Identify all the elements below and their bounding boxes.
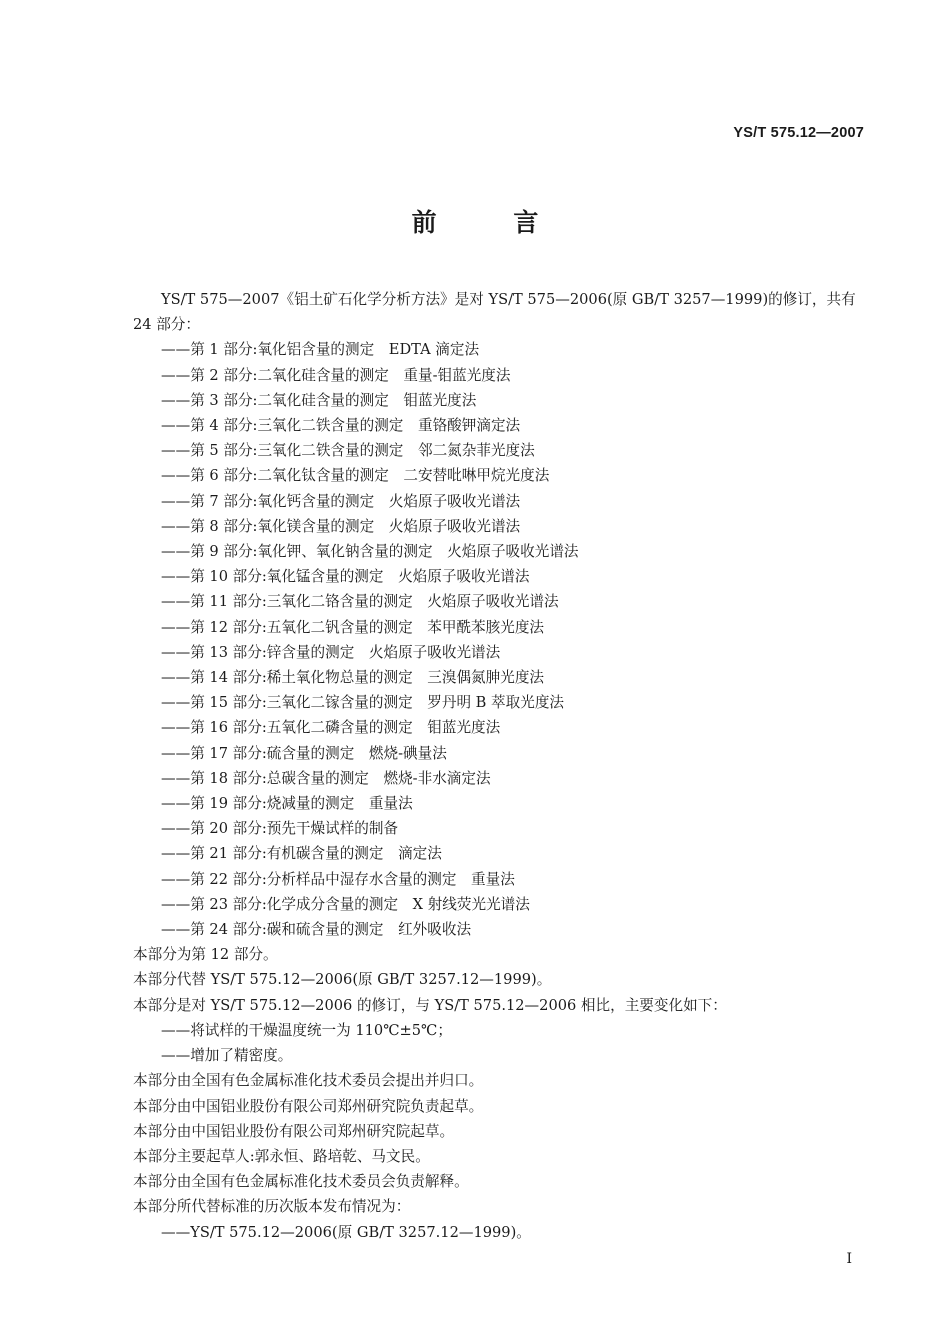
list-item: ——第 22 部分:分析样品中湿存水含量的测定 重量法 [161,870,515,888]
list-item: ——第 18 部分:总碳含量的测定 燃烧-非水滴定法 [161,769,491,787]
list-item: ——第 17 部分:硫含量的测定 燃烧-碘量法 [161,744,447,762]
standard-code: YS/T 575.12—2007 [733,125,864,141]
list-item: ——第 3 部分:二氧化硅含量的测定 钼蓝光度法 [161,391,477,409]
parts-list [133,337,865,942]
list-item: ——第 8 部分:氧化镁含量的测定 火焰原子吸收光谱法 [161,517,521,535]
replaces-statement: 本部分代替 YS/T 575.12—2006(原 GB/T 3257.12—1999)。 [133,971,552,989]
list-item: ——第 13 部分:锌含量的测定 火焰原子吸收光谱法 [161,643,501,661]
interpretation-statement: 本部分由全国有色金属标准化技术委员会负责解释。 [133,1173,469,1191]
list-item: ——第 15 部分:三氧化二镓含量的测定 罗丹明 B 萃取光度法 [161,694,565,712]
list-item: ——第 19 部分:烧减量的测定 重量法 [161,795,413,813]
intro-paragraph: YS/T 575—2007《铝土矿石化学分析方法》是对 YS/T 575—2006(原 GB/T 3257—1999)的修订，共有 24 部分： [133,291,856,334]
page-number: I [846,1251,852,1267]
list-item: ——第 20 部分:预先干燥试样的制备 [161,820,399,838]
history-item: ——YS/T 575.12—2006(原 GB/T 3257.12—1999)。 [161,1223,531,1241]
list-item: ——第 24 部分:碳和硫含量的测定 红外吸收法 [161,921,472,939]
drafted-responsible-statement: 本部分由中国铝业股份有限公司郑州研究院负责起草。 [133,1097,484,1115]
history-intro-statement: 本部分所代替标准的历次版本发布情况为： [133,1198,411,1216]
list-item: ——第 5 部分:三氧化二铁含量的测定 邻二氮杂菲光度法 [161,442,535,460]
drafted-by-statement: 本部分由中国铝业股份有限公司郑州研究院起草。 [133,1122,455,1140]
list-item: ——第 2 部分:二氧化硅含量的测定 重量-钼蓝光度法 [161,366,511,384]
foreword-content [133,287,865,1245]
change-item: ——增加了精密度。 [161,1047,293,1065]
list-item: ——第 21 部分:有机碳含量的测定 滴定法 [161,845,442,863]
list-item: ——第 11 部分:三氧化二铬含量的测定 火焰原子吸收光谱法 [161,593,559,611]
list-item: ——第 7 部分:氧化钙含量的测定 火焰原子吸收光谱法 [161,492,521,510]
list-item: ——第 23 部分:化学成分含量的测定 X 射线荧光光谱法 [161,895,530,913]
list-item: ——第 4 部分:三氧化二铁含量的测定 重铬酸钾滴定法 [161,417,521,435]
list-item: ——第 9 部分:氧化钾、氧化钠含量的测定 火焰原子吸收光谱法 [161,543,579,561]
revision-statement: 本部分是对 YS/T 575.12—2006 的修订，与 YS/T 575.12—2006 相比，主要变化如下： [133,996,727,1014]
main-drafters-statement: 本部分主要起草人:郭永恒、路培乾、马文民。 [133,1147,430,1165]
proposed-by-statement: 本部分由全国有色金属标准化技术委员会提出并归口。 [133,1072,484,1090]
list-item: ——第 10 部分:氧化锰含量的测定 火焰原子吸收光谱法 [161,568,530,586]
list-item: ——第 16 部分:五氧化二磷含量的测定 钼蓝光度法 [161,719,501,737]
change-item: ——将试样的干燥温度统一为 110℃±5℃； [161,1021,452,1039]
list-item: ——第 1 部分:氧化铝含量的测定 EDTA 滴定法 [161,341,480,359]
list-item: ——第 12 部分:五氧化二钒含量的测定 苯甲酰苯胲光度法 [161,618,545,636]
page-title: 前 言 [411,208,573,237]
list-item: ——第 6 部分:二氧化钛含量的测定 二安替吡啉甲烷光度法 [161,467,550,485]
this-part-statement: 本部分为第 12 部分。 [133,946,278,964]
list-item: ——第 14 部分:稀土氧化物总量的测定 三溴偶氮胂光度法 [161,669,545,687]
